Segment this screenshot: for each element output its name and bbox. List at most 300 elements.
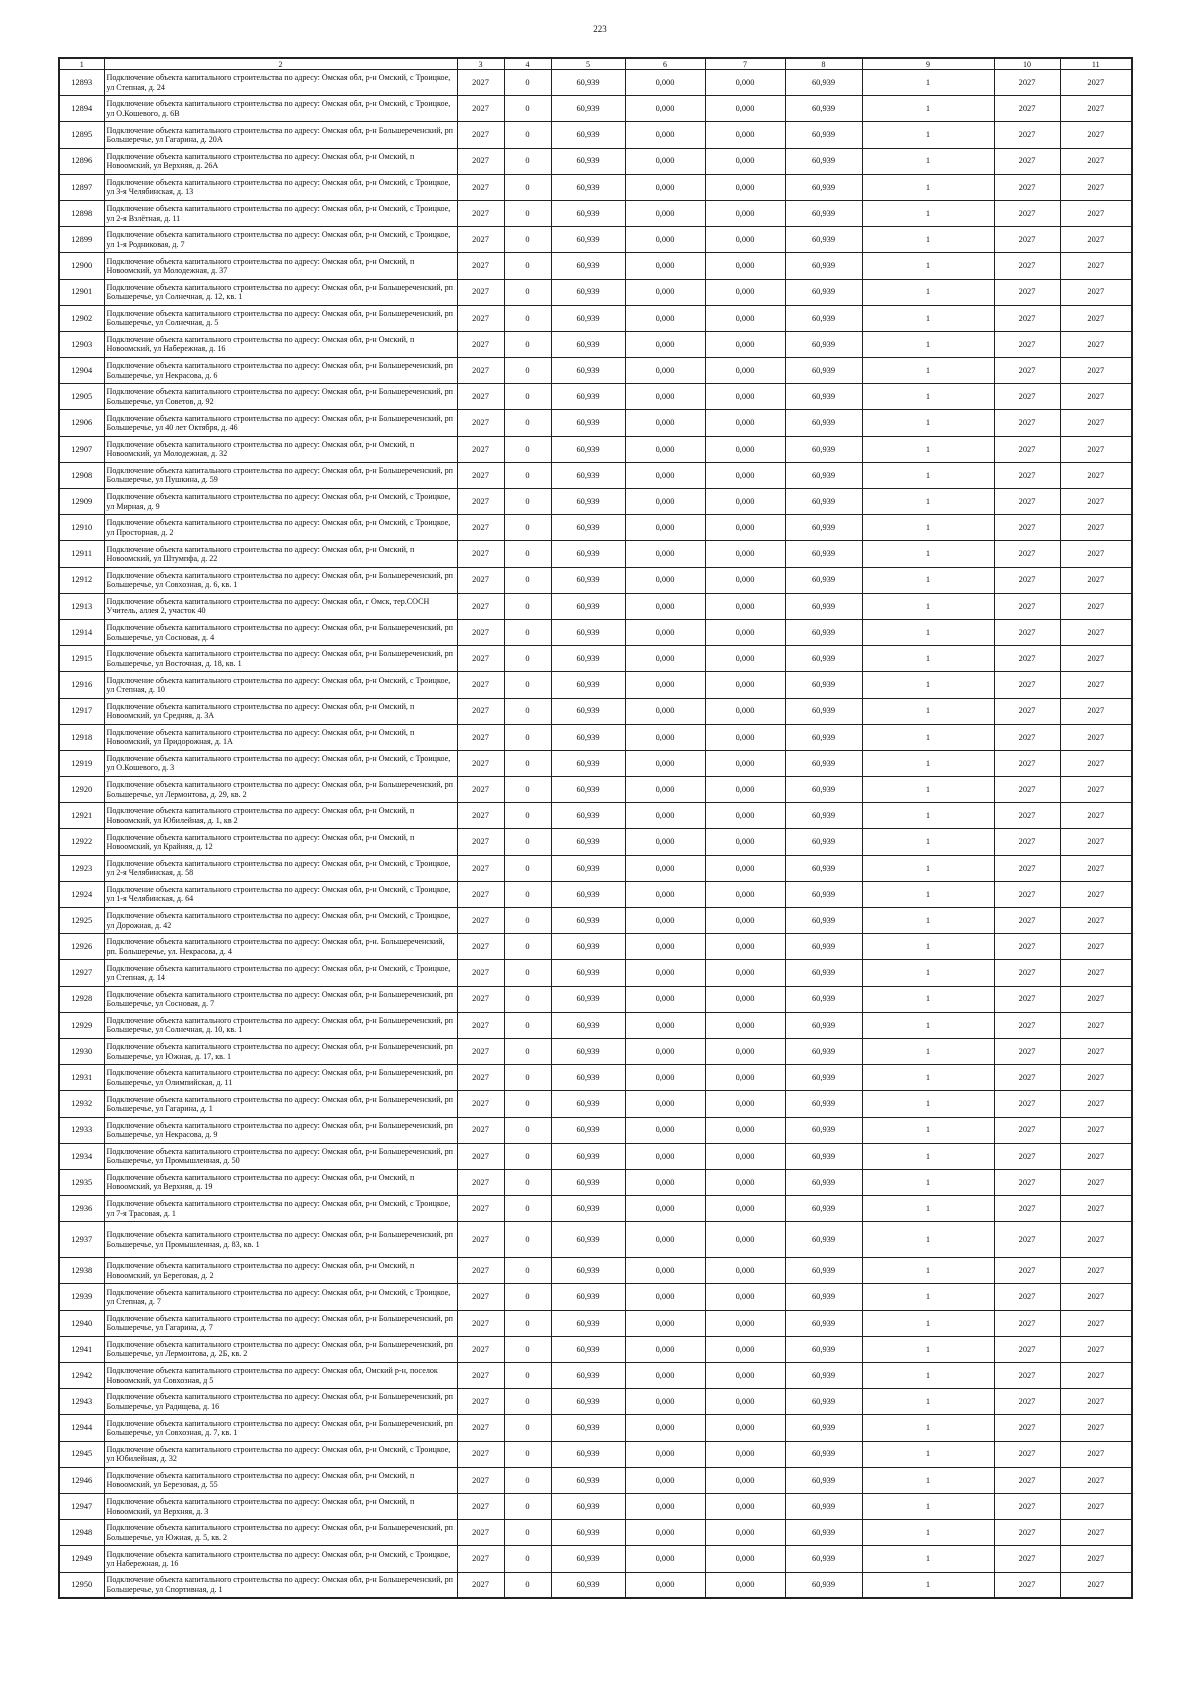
row-id-cell: 12941 [59,1336,104,1362]
table-row [59,1222,1132,1258]
row-col8-cell: 60,939 [785,646,862,672]
row-col3-cell: 2027 [457,489,504,515]
row-description-cell: Подключение объекта капитального строительства по адресу: Омская обл, р-н Омский, с Троицкое, ул 3-я Челябинская, д. 13 [104,174,457,200]
row-col3-cell: 2027 [457,777,504,803]
row-col11-cell: 2027 [1060,122,1132,148]
row-col6-cell: 0,000 [625,227,705,253]
row-col6-cell: 0,000 [625,1258,705,1284]
row-col8-cell: 60,939 [785,1336,862,1362]
row-description-cell: Подключение объекта капитального строительства по адресу: Омская обл, р-н Омский, с Троицкое, ул 2-я Взлётная, д. 11 [104,200,457,226]
row-id-cell: 12906 [59,410,104,436]
row-col10-cell: 2027 [994,855,1060,881]
row-col10-cell: 2027 [994,1363,1060,1389]
row-col8-cell: 60,939 [785,1196,862,1222]
row-col5-cell: 60,939 [551,1336,625,1362]
row-col4-cell: 0 [504,724,551,750]
row-id-cell: 12948 [59,1520,104,1546]
row-col10-cell: 2027 [994,1310,1060,1336]
row-id-cell: 12938 [59,1258,104,1284]
row-id-cell: 12944 [59,1415,104,1441]
row-col7-cell: 0,000 [705,96,785,122]
row-col10-cell: 2027 [994,672,1060,698]
row-col7-cell: 0,000 [705,855,785,881]
row-col9-cell: 1 [862,1222,994,1258]
row-col8-cell: 60,939 [785,593,862,619]
row-description-cell: Подключение объекта капитального строительства по адресу: Омская обл, р-н Омский, п Новоомский, ул Набережная, д. 16 [104,331,457,357]
row-col11-cell: 2027 [1060,724,1132,750]
row-description-cell: Подключение объекта капитального строительства по адресу: Омская обл, р-н Омский, п Новоомский, ул Молодежная, д. 32 [104,436,457,462]
row-col5-cell: 60,939 [551,646,625,672]
row-col9-cell: 1 [862,384,994,410]
row-description-cell: Подключение объекта капитального строительства по адресу: Омская обл, р-н Омский, п Новоомский, ул Верхняя, д. 3 [104,1493,457,1519]
row-col7-cell: 0,000 [705,148,785,174]
row-col3-cell: 2027 [457,358,504,384]
row-col11-cell: 2027 [1060,227,1132,253]
table-row [59,1389,1132,1415]
row-id-cell: 12935 [59,1169,104,1195]
row-col7-cell: 0,000 [705,1310,785,1336]
row-col8-cell: 60,939 [785,881,862,907]
row-col6-cell: 0,000 [625,122,705,148]
row-col7-cell: 0,000 [705,908,785,934]
row-description-cell: Подключение объекта капитального строительства по адресу: Омская обл, р-н Омский, с Троицкое, ул Просторная, д. 2 [104,515,457,541]
row-col7-cell: 0,000 [705,1467,785,1493]
row-col8-cell: 60,939 [785,1572,862,1598]
row-col10-cell: 2027 [994,1572,1060,1598]
row-col4-cell: 0 [504,148,551,174]
row-col9-cell: 1 [862,777,994,803]
row-col10-cell: 2027 [994,1065,1060,1091]
row-col4-cell: 0 [504,515,551,541]
row-col4-cell: 0 [504,358,551,384]
row-col10-cell: 2027 [994,1389,1060,1415]
row-col4-cell: 0 [504,750,551,776]
row-col9-cell: 1 [862,1546,994,1572]
row-col8-cell: 60,939 [785,122,862,148]
row-col11-cell: 2027 [1060,279,1132,305]
table-row [59,305,1132,331]
row-col8-cell: 60,939 [785,829,862,855]
row-col10-cell: 2027 [994,619,1060,645]
row-id-cell: 12909 [59,489,104,515]
row-col6-cell: 0,000 [625,1415,705,1441]
row-col6-cell: 0,000 [625,1196,705,1222]
page-number: 223 [593,24,607,34]
row-id-cell: 12903 [59,331,104,357]
row-col9-cell: 1 [862,1258,994,1284]
table-row [59,829,1132,855]
row-description-cell: Подключение объекта капитального строительства по адресу: Омская обл, р-н Омский, с Троицкое, ул Степная, д. 14 [104,960,457,986]
row-col3-cell: 2027 [457,1520,504,1546]
row-col11-cell: 2027 [1060,1196,1132,1222]
row-col6-cell: 0,000 [625,96,705,122]
row-col6-cell: 0,000 [625,908,705,934]
row-col9-cell: 1 [862,1363,994,1389]
row-col10-cell: 2027 [994,148,1060,174]
row-col7-cell: 0,000 [705,1258,785,1284]
row-col10-cell: 2027 [994,960,1060,986]
row-col3-cell: 2027 [457,1572,504,1598]
row-col11-cell: 2027 [1060,1389,1132,1415]
row-col5-cell: 60,939 [551,331,625,357]
row-col5-cell: 60,939 [551,1363,625,1389]
row-col3-cell: 2027 [457,750,504,776]
row-col4-cell: 0 [504,1493,551,1519]
row-col4-cell: 0 [504,279,551,305]
row-description-cell: Подключение объекта капитального строительства по адресу: Омская обл, р-н Большереченский, рп Большеречье, ул Совхозная, д. 6, кв. 1 [104,567,457,593]
row-col7-cell: 0,000 [705,829,785,855]
row-col11-cell: 2027 [1060,1336,1132,1362]
row-col3-cell: 2027 [457,1363,504,1389]
row-col9-cell: 1 [862,803,994,829]
row-col7-cell: 0,000 [705,1363,785,1389]
row-col10-cell: 2027 [994,593,1060,619]
row-id-cell: 12934 [59,1143,104,1169]
row-col7-cell: 0,000 [705,619,785,645]
row-col10-cell: 2027 [994,803,1060,829]
row-col3-cell: 2027 [457,619,504,645]
row-col5-cell: 60,939 [551,803,625,829]
row-id-cell: 12904 [59,358,104,384]
row-col4-cell: 0 [504,593,551,619]
row-col6-cell: 0,000 [625,1336,705,1362]
row-col8-cell: 60,939 [785,1038,862,1064]
row-col9-cell: 1 [862,1117,994,1143]
row-col8-cell: 60,939 [785,960,862,986]
row-col8-cell: 60,939 [785,1546,862,1572]
row-col8-cell: 60,939 [785,1415,862,1441]
table-row [59,410,1132,436]
row-id-cell: 12927 [59,960,104,986]
row-col8-cell: 60,939 [785,148,862,174]
row-col8-cell: 60,939 [785,1310,862,1336]
row-col6-cell: 0,000 [625,1169,705,1195]
row-col3-cell: 2027 [457,148,504,174]
row-col7-cell: 0,000 [705,227,785,253]
row-col11-cell: 2027 [1060,698,1132,724]
row-id-cell: 12947 [59,1493,104,1519]
row-col10-cell: 2027 [994,515,1060,541]
row-col4-cell: 0 [504,410,551,436]
row-col6-cell: 0,000 [625,174,705,200]
row-col5-cell: 60,939 [551,908,625,934]
row-description-cell: Подключение объекта капитального строительства по адресу: Омская обл, р-н Омский, с Троицкое, ул 7-я Трасовая, д. 1 [104,1196,457,1222]
row-id-cell: 12899 [59,227,104,253]
table-body [59,70,1132,1599]
row-col3-cell: 2027 [457,1117,504,1143]
row-col5-cell: 60,939 [551,1091,625,1117]
row-col8-cell: 60,939 [785,619,862,645]
row-col6-cell: 0,000 [625,436,705,462]
row-col11-cell: 2027 [1060,750,1132,776]
row-description-cell: Подключение объекта капитального строительства по адресу: Омская обл, р-н Омский, п Новоомский, ул Березовая, д. 55 [104,1467,457,1493]
row-description-cell: Подключение объекта капитального строительства по адресу: Омская обл, р-н Большереченский, рп Большеречье, ул Совхозная, д. 7, кв. 1 [104,1415,457,1441]
table-row [59,1065,1132,1091]
row-id-cell: 12936 [59,1196,104,1222]
row-col3-cell: 2027 [457,1065,504,1091]
row-col8-cell: 60,939 [785,908,862,934]
row-col9-cell: 1 [862,200,994,226]
row-col5-cell: 60,939 [551,1310,625,1336]
row-col8-cell: 60,939 [785,1222,862,1258]
row-col10-cell: 2027 [994,1336,1060,1362]
row-col9-cell: 1 [862,960,994,986]
row-col7-cell: 0,000 [705,1012,785,1038]
row-col5-cell: 60,939 [551,698,625,724]
row-col6-cell: 0,000 [625,462,705,488]
row-id-cell: 12898 [59,200,104,226]
row-col6-cell: 0,000 [625,1493,705,1519]
row-col5-cell: 60,939 [551,436,625,462]
row-id-cell: 12895 [59,122,104,148]
row-col5-cell: 60,939 [551,174,625,200]
row-col7-cell: 0,000 [705,986,785,1012]
row-col4-cell: 0 [504,253,551,279]
row-id-cell: 12919 [59,750,104,776]
row-col8-cell: 60,939 [785,855,862,881]
table-row [59,436,1132,462]
row-id-cell: 12918 [59,724,104,750]
row-col8-cell: 60,939 [785,777,862,803]
row-col11-cell: 2027 [1060,803,1132,829]
row-col9-cell: 1 [862,934,994,960]
row-description-cell: Подключение объекта капитального строительства по адресу: Омская обл, р-н Омский, п Новоомский, ул Верхняя, д. 26А [104,148,457,174]
row-col10-cell: 2027 [994,1467,1060,1493]
row-col9-cell: 1 [862,410,994,436]
row-col11-cell: 2027 [1060,174,1132,200]
row-col3-cell: 2027 [457,70,504,96]
row-col6-cell: 0,000 [625,1284,705,1310]
row-id-cell: 12939 [59,1284,104,1310]
table-row [59,200,1132,226]
table-row [59,1336,1132,1362]
row-id-cell: 12907 [59,436,104,462]
row-description-cell: Подключение объекта капитального строительства по адресу: Омская обл, р-н Большереченский, рп Большеречье, ул Сосновая, д. 4 [104,619,457,645]
row-description-cell: Подключение объекта капитального строительства по адресу: Омская обл, р-н Омский, с Троицкое, ул Набережная, д. 16 [104,1546,457,1572]
row-col4-cell: 0 [504,1336,551,1362]
row-col10-cell: 2027 [994,174,1060,200]
table-row [59,1169,1132,1195]
row-col3-cell: 2027 [457,672,504,698]
row-col7-cell: 0,000 [705,1143,785,1169]
row-description-cell: Подключение объекта капитального строительства по адресу: Омская обл, р-н Большереченский, рп Большеречье, ул Южная, д. 5, кв. 2 [104,1520,457,1546]
row-col5-cell: 60,939 [551,148,625,174]
row-col8-cell: 60,939 [785,253,862,279]
row-col8-cell: 60,939 [785,541,862,567]
table-row [59,384,1132,410]
row-col3-cell: 2027 [457,253,504,279]
row-col8-cell: 60,939 [785,986,862,1012]
row-col3-cell: 2027 [457,593,504,619]
row-col9-cell: 1 [862,436,994,462]
row-col11-cell: 2027 [1060,1012,1132,1038]
row-description-cell: Подключение объекта капитального строительства по адресу: Омская обл, р-н Большереченский, рп Большеречье, ул Южная, д. 17, кв. 1 [104,1038,457,1064]
row-col5-cell: 60,939 [551,1441,625,1467]
row-col8-cell: 60,939 [785,227,862,253]
row-col10-cell: 2027 [994,1258,1060,1284]
row-col8-cell: 60,939 [785,384,862,410]
row-col3-cell: 2027 [457,855,504,881]
row-col3-cell: 2027 [457,1441,504,1467]
row-col10-cell: 2027 [994,462,1060,488]
row-col11-cell: 2027 [1060,253,1132,279]
row-col9-cell: 1 [862,1493,994,1519]
row-col4-cell: 0 [504,960,551,986]
row-col6-cell: 0,000 [625,1363,705,1389]
row-col4-cell: 0 [504,986,551,1012]
row-col9-cell: 1 [862,148,994,174]
row-col3-cell: 2027 [457,1336,504,1362]
row-id-cell: 12911 [59,541,104,567]
row-col3-cell: 2027 [457,1091,504,1117]
row-col3-cell: 2027 [457,1258,504,1284]
row-col10-cell: 2027 [994,1441,1060,1467]
row-col11-cell: 2027 [1060,462,1132,488]
row-col7-cell: 0,000 [705,750,785,776]
row-description-cell: Подключение объекта капитального строительства по адресу: Омская обл, р-н Большереченский, рп Большеречье, ул Пушкина, д. 59 [104,462,457,488]
table-row [59,908,1132,934]
row-col5-cell: 60,939 [551,1415,625,1441]
row-col4-cell: 0 [504,829,551,855]
row-description-cell: Подключение объекта капитального строительства по адресу: Омская обл, р-н Большереченский, рп Большеречье, ул Радищева, д. 16 [104,1389,457,1415]
table-row [59,148,1132,174]
row-col5-cell: 60,939 [551,960,625,986]
row-col4-cell: 0 [504,96,551,122]
row-col8-cell: 60,939 [785,1143,862,1169]
row-col8-cell: 60,939 [785,489,862,515]
row-col11-cell: 2027 [1060,1169,1132,1195]
row-col9-cell: 1 [862,122,994,148]
row-col5-cell: 60,939 [551,384,625,410]
column-header: 2 [104,58,457,70]
table-row [59,1258,1132,1284]
row-col8-cell: 60,939 [785,1012,862,1038]
row-col7-cell: 0,000 [705,200,785,226]
row-col6-cell: 0,000 [625,358,705,384]
row-id-cell: 12942 [59,1363,104,1389]
row-col7-cell: 0,000 [705,305,785,331]
row-col5-cell: 60,939 [551,489,625,515]
row-col6-cell: 0,000 [625,1038,705,1064]
row-col8-cell: 60,939 [785,96,862,122]
table-row [59,1363,1132,1389]
row-description-cell: Подключение объекта капитального строительства по адресу: Омская обл, р-н Большереченский, рп Большеречье, ул Некрасова, д. 6 [104,358,457,384]
row-col5-cell: 60,939 [551,253,625,279]
row-col7-cell: 0,000 [705,1065,785,1091]
row-description-cell: Подключение объекта капитального строительства по адресу: Омская обл, р-н Омский, с Троицкое, ул Юбилейная, д. 32 [104,1441,457,1467]
table-row [59,593,1132,619]
row-col6-cell: 0,000 [625,567,705,593]
row-col10-cell: 2027 [994,1012,1060,1038]
row-col9-cell: 1 [862,1284,994,1310]
row-col5-cell: 60,939 [551,305,625,331]
row-col11-cell: 2027 [1060,1091,1132,1117]
row-id-cell: 12910 [59,515,104,541]
table-row [59,122,1132,148]
row-col11-cell: 2027 [1060,1258,1132,1284]
table-row [59,515,1132,541]
table-row [59,253,1132,279]
row-id-cell: 12928 [59,986,104,1012]
row-col3-cell: 2027 [457,803,504,829]
row-col7-cell: 0,000 [705,384,785,410]
row-description-cell: Подключение объекта капитального строительства по адресу: Омская обл, р-н Большереченский, рп Большеречье, ул Лермонтова, д. 29, кв. 2 [104,777,457,803]
row-id-cell: 12894 [59,96,104,122]
row-col11-cell: 2027 [1060,1441,1132,1467]
row-col4-cell: 0 [504,331,551,357]
row-id-cell: 12949 [59,1546,104,1572]
row-col10-cell: 2027 [994,567,1060,593]
row-col11-cell: 2027 [1060,567,1132,593]
row-col5-cell: 60,939 [551,227,625,253]
row-col4-cell: 0 [504,1143,551,1169]
row-col10-cell: 2027 [994,279,1060,305]
row-col10-cell: 2027 [994,410,1060,436]
row-col6-cell: 0,000 [625,70,705,96]
row-col4-cell: 0 [504,803,551,829]
row-col11-cell: 2027 [1060,1415,1132,1441]
row-col8-cell: 60,939 [785,305,862,331]
row-col5-cell: 60,939 [551,279,625,305]
row-col8-cell: 60,939 [785,70,862,96]
row-col10-cell: 2027 [994,305,1060,331]
row-col10-cell: 2027 [994,934,1060,960]
row-col3-cell: 2027 [457,436,504,462]
row-col5-cell: 60,939 [551,200,625,226]
row-col11-cell: 2027 [1060,148,1132,174]
column-header: 9 [862,58,994,70]
row-description-cell: Подключение объекта капитального строительства по адресу: Омская обл, р-н Омский, с Троицкое, ул 1-я Родниковая, д. 7 [104,227,457,253]
row-col8-cell: 60,939 [785,1467,862,1493]
row-col4-cell: 0 [504,881,551,907]
row-description-cell: Подключение объекта капитального строительства по адресу: Омская обл, р-н Омский, с Троицкое, ул О.Кошевого, д. 6В [104,96,457,122]
row-col9-cell: 1 [862,541,994,567]
table-row [59,934,1132,960]
row-id-cell: 12916 [59,672,104,698]
row-col6-cell: 0,000 [625,829,705,855]
row-id-cell: 12917 [59,698,104,724]
row-col7-cell: 0,000 [705,1415,785,1441]
row-col4-cell: 0 [504,1441,551,1467]
row-col6-cell: 0,000 [625,855,705,881]
row-col9-cell: 1 [862,619,994,645]
row-col4-cell: 0 [504,1415,551,1441]
row-col3-cell: 2027 [457,1310,504,1336]
row-description-cell: Подключение объекта капитального строительства по адресу: Омская обл, р-н Большереченский, рп Большеречье, ул Солнечная, д. 5 [104,305,457,331]
row-col3-cell: 2027 [457,96,504,122]
row-id-cell: 12923 [59,855,104,881]
row-description-cell: Подключение объекта капитального строительства по адресу: Омская обл, р-н Омский, п Новоомский, ул Береговая, д. 2 [104,1258,457,1284]
table-row [59,462,1132,488]
row-col11-cell: 2027 [1060,541,1132,567]
row-col10-cell: 2027 [994,646,1060,672]
row-col7-cell: 0,000 [705,331,785,357]
row-description-cell: Подключение объекта капитального строительства по адресу: Омская обл, р-н Большереченский, рп Большеречье, ул Советов, д. 92 [104,384,457,410]
row-col7-cell: 0,000 [705,1389,785,1415]
row-col9-cell: 1 [862,1572,994,1598]
row-col9-cell: 1 [862,1091,994,1117]
row-description-cell: Подключение объекта капитального строительства по адресу: Омская обл, р-н Омский, с Троицкое, ул О.Кошевого, д. 3 [104,750,457,776]
row-col7-cell: 0,000 [705,1441,785,1467]
column-number-row [59,58,1132,70]
row-col7-cell: 0,000 [705,70,785,96]
row-col6-cell: 0,000 [625,1572,705,1598]
row-col10-cell: 2027 [994,1169,1060,1195]
table-row [59,698,1132,724]
row-col10-cell: 2027 [994,829,1060,855]
table-row [59,96,1132,122]
row-col8-cell: 60,939 [785,436,862,462]
